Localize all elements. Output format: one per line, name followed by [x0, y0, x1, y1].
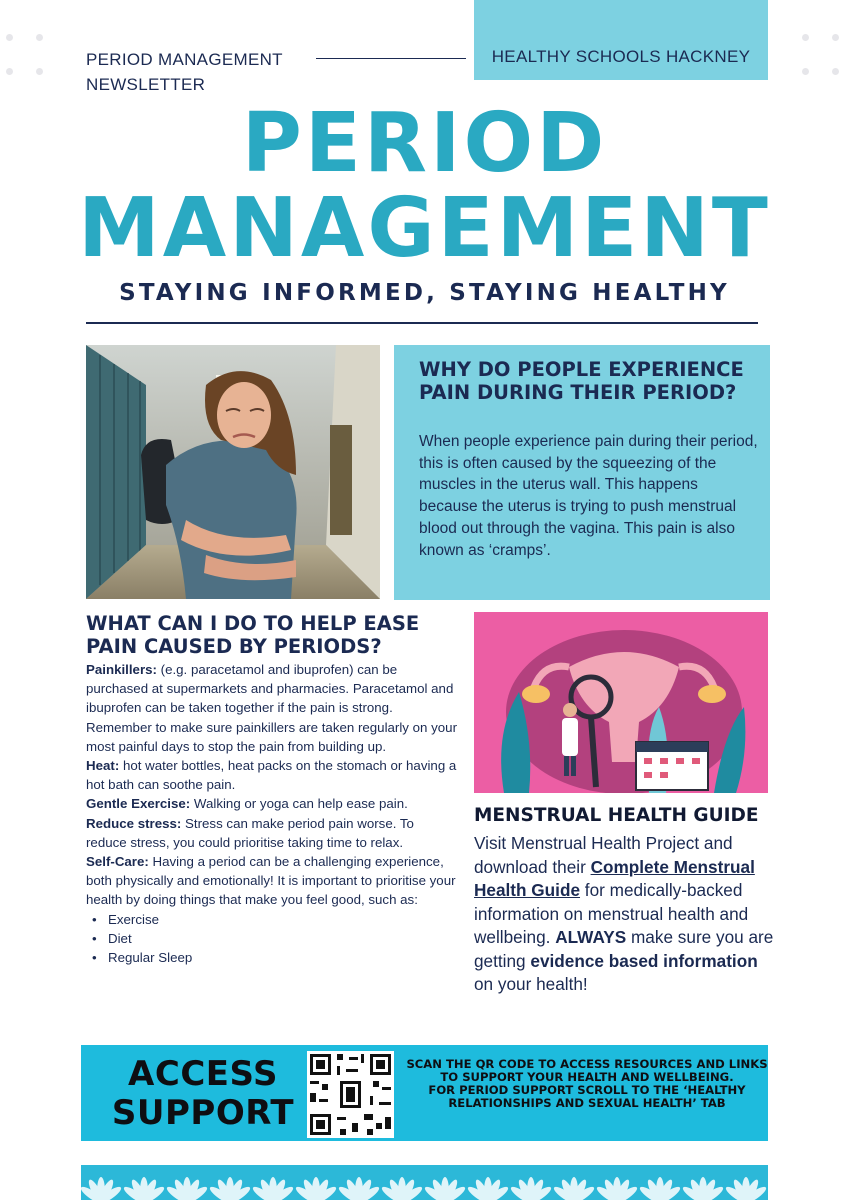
- tip-label: Painkillers:: [86, 662, 157, 677]
- tip-text: (e.g. paracetamol and ibuprofen) can be purchased at supermarkets and pharmacies. Paracetamol and ibuprofen can be taken together if the pain is strong. Remember to make sure painkillers are taken regularly on your most painful days to stop the pain from building up.: [86, 662, 458, 754]
- student-cramps-photo: [86, 345, 380, 599]
- complete-guide-link[interactable]: Complete Menstrual Health Guide: [474, 856, 755, 900]
- list-item: • Regular Sleep: [90, 948, 458, 967]
- page-subtitle: STAYING INFORMED, STAYING HEALTHY: [119, 280, 730, 306]
- tip-label: Heat:: [86, 758, 120, 774]
- evidence-emphasis: evidence based information: [530, 950, 758, 971]
- header-divider: [316, 58, 466, 59]
- uterus-illustration: [474, 612, 768, 793]
- tip-text: Stress can make period pain worse. To reduce stress, you could prioritise taking time to relax.: [86, 815, 414, 850]
- title-line-1: PERIOD: [241, 96, 608, 191]
- self-care-list: [90, 910, 458, 968]
- support-instructions-line: FOR PERIOD SUPPORT SCROLL TO THE ‘HEALTHY RELATIONSHIPS AND SEXUAL HEALTH’ TAB: [428, 1083, 746, 1110]
- header-banner: [474, 0, 768, 80]
- support-instructions: [404, 1058, 770, 1110]
- menstrual-guide-body: [474, 832, 774, 997]
- footer-pattern: [81, 1165, 768, 1200]
- always-emphasis: ALWAYS: [555, 927, 627, 947]
- subtitle-divider: [86, 322, 758, 324]
- support-instructions-line: SCAN THE QR CODE TO ACCESS RESOURCES AND LINKS TO SUPPORT YOUR HEALTH AND WELLBEING.: [406, 1057, 768, 1084]
- tip-painkillers: [86, 660, 458, 756]
- why-pain-body: When people experience pain during their period, this is often caused by the squeezing of the muscles in the uterus wall. This happens because the uterus is trying to push menstrual blood out through the vagina. This pain is also known as ‘cramps’.: [419, 433, 758, 559]
- why-pain-heading: WHY DO PEOPLE EXPERIENCE PAIN DURING THEIR PERIOD?: [419, 358, 744, 404]
- guide-text: on your health!: [474, 974, 588, 994]
- tip-text: Having a period can be a challenging experience, both physically and emotionally! It is important to prioritise your health by doing things that make you feel good, such as:: [86, 854, 456, 908]
- tip-gentle-exercise: [86, 794, 458, 813]
- newsletter-label: PERIOD MANAGEMENT NEWSLETTER: [86, 50, 283, 94]
- tip-self-care: [86, 852, 458, 910]
- decorative-dots-top-left: [0, 0, 60, 80]
- guide-text: make sure you are getting: [474, 927, 774, 971]
- tip-reduce-stress: [86, 814, 458, 852]
- ease-pain-heading: WHAT CAN I DO TO HELP EASE PAIN CAUSED BY PERIODS?: [86, 612, 420, 658]
- list-item: • Diet: [90, 929, 458, 948]
- tip-label: Self-Care:: [86, 854, 149, 870]
- access-support-title: ACCESS SUPPORT: [111, 1054, 295, 1133]
- guide-text: Visit Menstrual Health Project and download their: [474, 833, 733, 877]
- decorative-dots-top-right: [800, 0, 849, 80]
- tip-text: hot water bottles, heat packs on the stomach or having a hot bath can soothe pain.: [86, 758, 457, 793]
- tip-text: Walking or yoga can help ease pain.: [190, 796, 408, 812]
- title-line-2: MANAGEMENT: [78, 181, 771, 276]
- ease-pain-tips: [86, 660, 458, 967]
- tip-label: Gentle Exercise:: [86, 796, 191, 812]
- tip-heat: [86, 756, 458, 794]
- guide-text: for medically-backed information on menstrual health and wellbeing.: [474, 880, 749, 947]
- tip-label: Reduce stress:: [86, 815, 182, 831]
- list-item: • Exercise: [90, 910, 458, 929]
- menstrual-guide-heading: MENSTRUAL HEALTH GUIDE: [474, 805, 759, 826]
- organisation-name: HEALTHY SCHOOLS HACKNEY: [491, 47, 751, 66]
- qr-code[interactable]: [307, 1051, 394, 1138]
